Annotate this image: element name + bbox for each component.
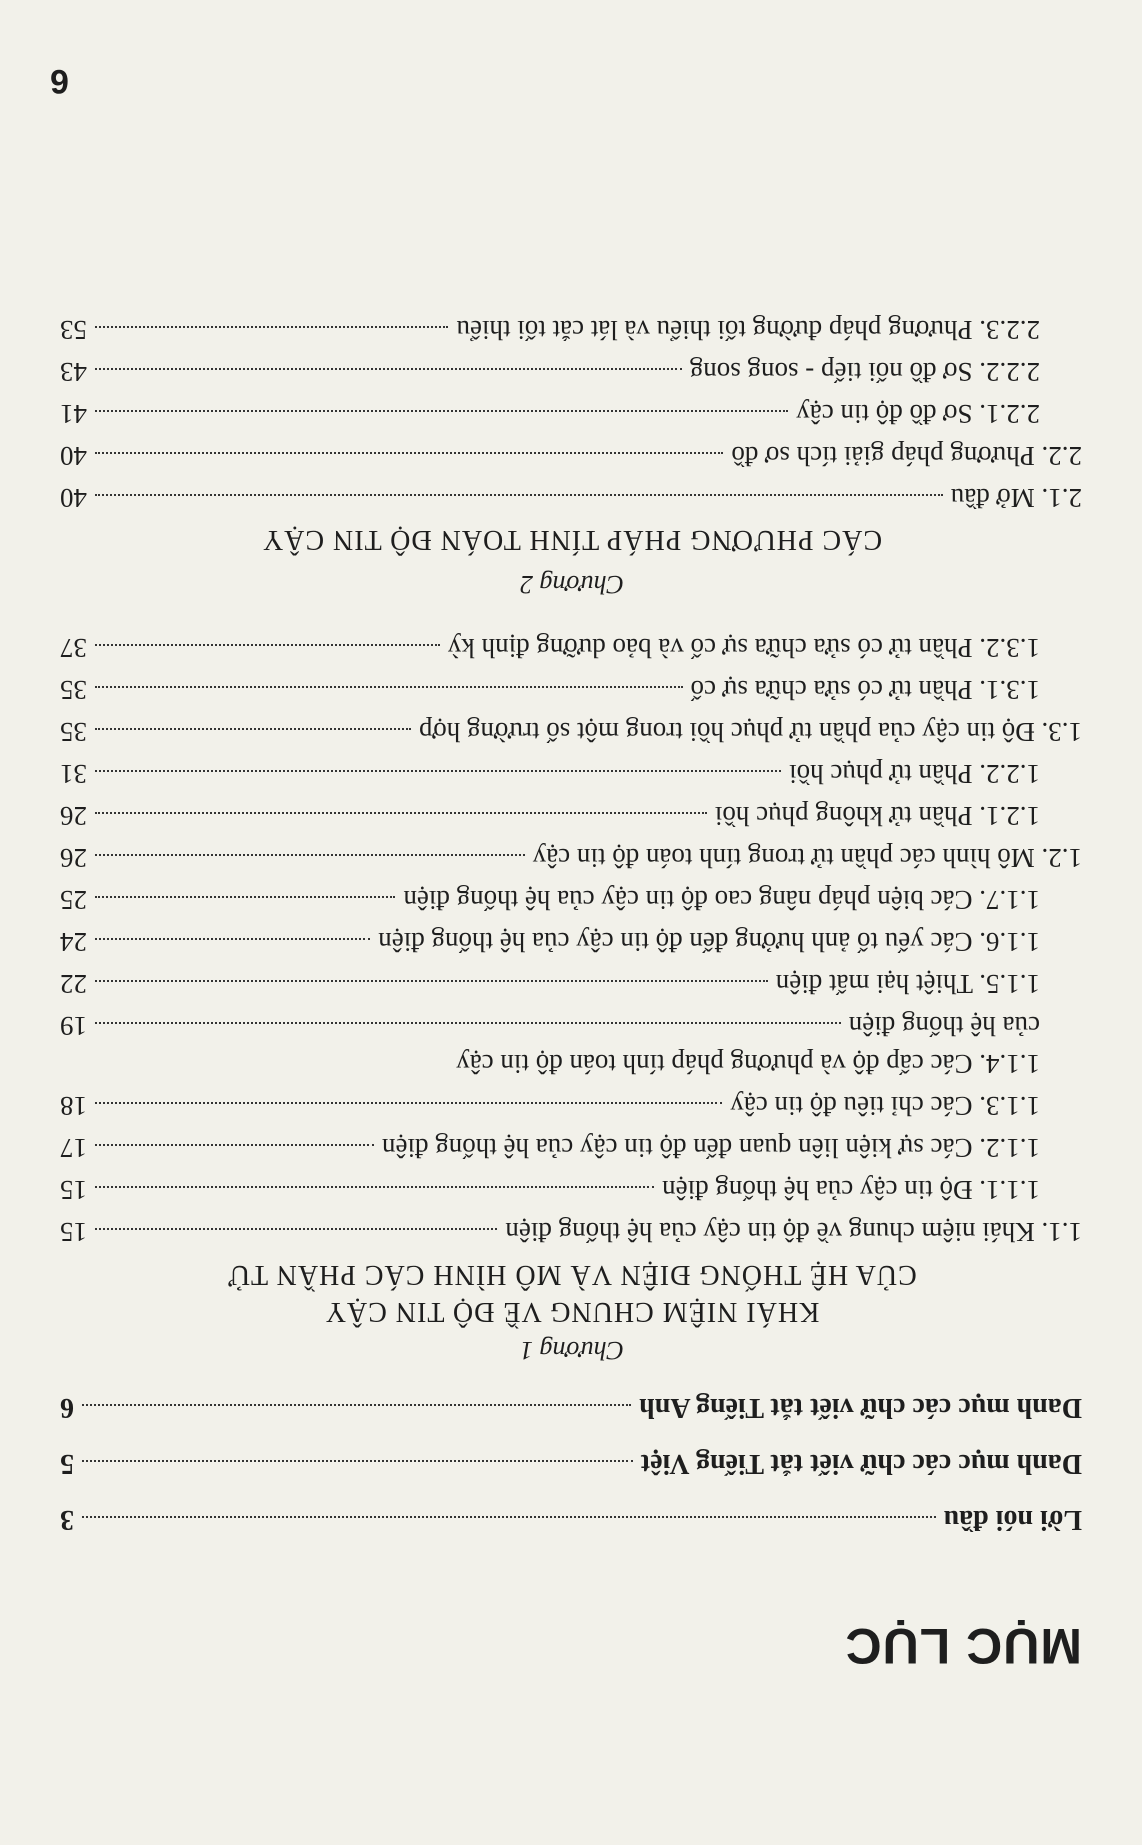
toc-entry[interactable] bbox=[60, 1132, 1040, 1163]
toc-entry-page: 15 bbox=[60, 1175, 87, 1205]
toc-entry-page: 6 bbox=[60, 1392, 74, 1423]
toc-entry[interactable] bbox=[60, 716, 1082, 747]
toc-entry[interactable] bbox=[60, 758, 1040, 789]
toc-entry[interactable] bbox=[60, 398, 1040, 429]
toc-entry[interactable] bbox=[60, 884, 1040, 915]
toc-entry[interactable] bbox=[60, 1503, 1082, 1535]
toc-entry[interactable] bbox=[60, 1174, 1040, 1205]
toc-entry-label: 1.1. Khái niệm chung về độ tin cậy của hệ thống điện bbox=[505, 1217, 1082, 1247]
toc-entry-page: 31 bbox=[60, 759, 87, 789]
toc-entry-page: 18 bbox=[60, 1091, 87, 1121]
leader-dots bbox=[95, 644, 440, 646]
toc-entry-label: 1.1.2. Các sự kiện liên quan đến độ tin cậy của hệ thống điện bbox=[382, 1133, 1040, 1163]
toc-entry-label: 1.1.7. Các biện pháp nâng cao độ tin cậy của hệ thống điện bbox=[403, 885, 1040, 915]
toc-entry[interactable] bbox=[60, 1216, 1082, 1247]
leader-dots bbox=[95, 686, 683, 688]
toc-entry[interactable] bbox=[60, 356, 1040, 387]
chapter-2-label: Chương 2 bbox=[520, 570, 624, 599]
chapter-2-title: CÁC PHƯƠNG PHÁP TÍNH TOÁN ĐỘ TIN CẬY bbox=[261, 524, 883, 555]
leader-dots bbox=[95, 410, 788, 412]
chapter-1-title-line-1: KHÁI NIỆM CHUNG VỀ ĐỘ TIN CẬY bbox=[324, 1296, 820, 1327]
toc-entry[interactable] bbox=[60, 1391, 1082, 1423]
toc-entry-label: 1.3. Độ tin cậy của phần tử phục hồi trong một số trường hợp bbox=[419, 717, 1082, 747]
toc-entry-page: 3 bbox=[60, 1504, 74, 1535]
leader-dots bbox=[95, 326, 449, 328]
leader-dots bbox=[82, 1460, 633, 1462]
leader-dots bbox=[95, 1102, 722, 1104]
leader-dots bbox=[95, 812, 707, 814]
toc-entry-label: 1.1.6. Các yếu tố ảnh hưởng đến độ tin cậy của hệ thống điện bbox=[378, 927, 1040, 957]
page-number: 6 bbox=[50, 62, 69, 100]
leader-dots bbox=[95, 1228, 497, 1230]
toc-entry-label: 2.1. Mở đầu bbox=[950, 483, 1082, 513]
leader-dots bbox=[95, 896, 395, 898]
leader-dots bbox=[82, 1404, 631, 1406]
chapter-1-label: Chương 1 bbox=[520, 1336, 624, 1365]
toc-entry-label: 2.2.2. Sơ đồ nối tiếp - song song bbox=[689, 357, 1040, 387]
toc-entry-page: 37 bbox=[60, 633, 87, 663]
toc-entry-label: 1.1.1. Độ tin cậy của hệ thống điện bbox=[662, 1175, 1040, 1205]
toc-entry-label: 1.1.5. Thiệt hại mất điện bbox=[775, 969, 1040, 999]
leader-dots bbox=[95, 980, 768, 982]
toc-entry-page: 40 bbox=[60, 441, 87, 471]
toc-entry[interactable] bbox=[60, 842, 1082, 873]
toc-entry[interactable] bbox=[60, 1010, 1040, 1041]
toc-entry-page: 22 bbox=[60, 969, 87, 999]
toc-entry-label: 1.2.1. Phần tử không phục hồi bbox=[714, 801, 1040, 831]
toc-entry[interactable] bbox=[60, 1090, 1040, 1121]
leader-dots bbox=[95, 770, 781, 772]
toc-entry-label: 1.2.2. Phần tử phục hồi bbox=[789, 759, 1040, 789]
toc-entry-page: 24 bbox=[60, 927, 87, 957]
toc-entry-label: 2.2.3. Phương pháp đường tối thiểu và lát cắt tối thiểu bbox=[456, 315, 1040, 345]
toc-entry-page: 17 bbox=[60, 1133, 87, 1163]
toc-entry[interactable] bbox=[60, 926, 1040, 957]
leader-dots bbox=[95, 854, 525, 856]
toc-entry-label: Lời nói đầu bbox=[943, 1504, 1082, 1535]
leader-dots bbox=[95, 452, 723, 454]
chapter-1-title-line-2: CỦA HỆ THỐNG ĐIỆN VÀ MÔ HÌNH CÁC PHẦN TỬ bbox=[227, 1259, 917, 1290]
toc-entry-page: 53 bbox=[60, 315, 87, 345]
leader-dots bbox=[95, 368, 682, 370]
toc-entry-page: 35 bbox=[60, 717, 87, 747]
toc-entry-label: Danh mục các chữ viết tắt Tiếng Anh bbox=[639, 1392, 1082, 1423]
leader-dots bbox=[82, 1516, 936, 1518]
toc-entry[interactable] bbox=[60, 482, 1082, 513]
toc-entry[interactable] bbox=[60, 440, 1082, 471]
leader-dots bbox=[95, 938, 370, 940]
toc-entry-label: 1.3.1. Phần tử có sửa chữa sự cố bbox=[690, 675, 1040, 705]
toc-entry[interactable] bbox=[60, 1447, 1082, 1479]
toc-entry[interactable] bbox=[60, 674, 1040, 705]
toc-entry[interactable] bbox=[60, 314, 1040, 345]
toc-entry-label: 1.3.2. Phần tử có sửa chữa sự cố và bảo dưỡng định kỳ bbox=[447, 633, 1040, 663]
toc-entry[interactable] bbox=[60, 1048, 1040, 1079]
toc-entry-page: 25 bbox=[60, 885, 87, 915]
toc-entry[interactable] bbox=[60, 968, 1040, 999]
toc-entry[interactable] bbox=[60, 800, 1040, 831]
toc-entry-page: 15 bbox=[60, 1217, 87, 1247]
toc-entry-label: 1.1.3. Các chỉ tiêu độ tin cậy bbox=[730, 1091, 1040, 1121]
toc-entry-label: 1.1.4. Các cấp độ và phương pháp tính toán độ tin cậy bbox=[456, 1049, 1040, 1079]
toc-entry-page: 40 bbox=[60, 483, 87, 513]
leader-dots bbox=[95, 1144, 374, 1146]
toc-entry-page: 41 bbox=[60, 399, 87, 429]
toc-entry-label: Danh mục các chữ viết tắt Tiếng Việt bbox=[640, 1448, 1082, 1479]
leader-dots bbox=[95, 728, 411, 730]
toc-entry-label: 2.2. Phương pháp giải tích sơ đồ bbox=[731, 441, 1082, 471]
toc-entry-page: 19 bbox=[60, 1011, 87, 1041]
toc-entry-page: 43 bbox=[60, 357, 87, 387]
toc-entry-label: 2.2.1. Sơ đồ độ tin cậy bbox=[796, 399, 1040, 429]
toc-entry-page: 35 bbox=[60, 675, 87, 705]
leader-dots bbox=[95, 1186, 654, 1188]
toc-entry-label: của hệ thống điện bbox=[848, 1011, 1040, 1041]
leader-dots bbox=[95, 1022, 841, 1024]
leader-dots bbox=[95, 494, 943, 496]
toc-entry-page: 26 bbox=[60, 801, 87, 831]
toc-entry-page: 26 bbox=[60, 843, 87, 873]
toc-entry-label: 1.2. Mô hình các phần tử trong tính toán độ tin cậy bbox=[532, 843, 1082, 873]
toc-entry[interactable] bbox=[60, 632, 1040, 663]
toc-entry-page: 5 bbox=[60, 1448, 74, 1479]
page-heading: MỤC LỤC bbox=[844, 1618, 1082, 1674]
